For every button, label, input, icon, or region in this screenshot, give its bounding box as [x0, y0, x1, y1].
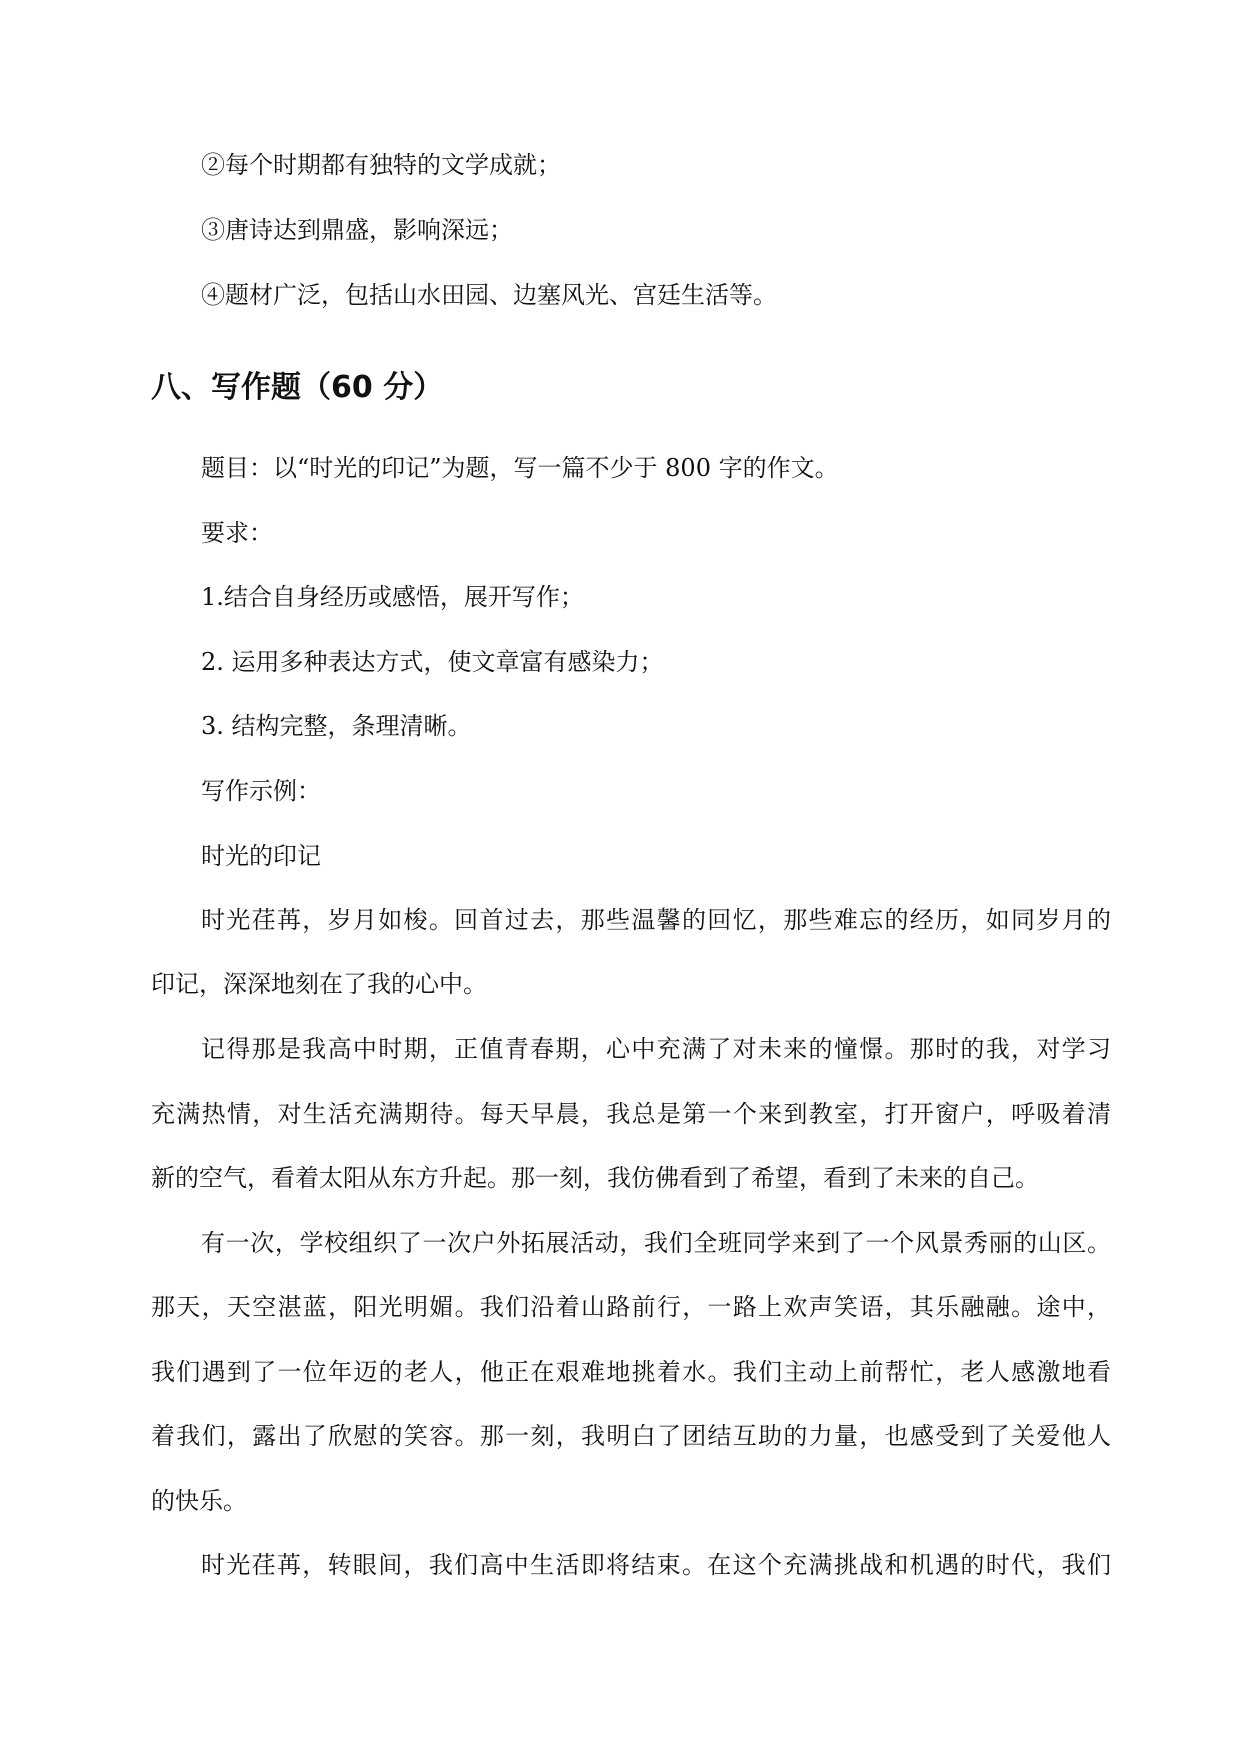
list-item: ③唐诗达到鼎盛，影响深远；	[201, 216, 513, 244]
essay-line: 记得那是我高中时期，正值青春期，心中充满了对未来的憧憬。那时的我，对学习	[201, 1035, 1111, 1063]
example-label: 写作示例：	[201, 777, 321, 805]
requirement-item: 3. 结构完整，条理清晰。	[201, 712, 472, 740]
list-item: ②每个时期都有独特的文学成就；	[201, 151, 561, 179]
essay-title: 时光的印记	[201, 842, 321, 870]
requirement-item: 1.结合自身经历或感悟，展开写作；	[201, 583, 584, 611]
essay-line: 印记，深深地刻在了我的心中。	[151, 970, 487, 998]
section-heading: 八、写作题（60 分）	[151, 370, 444, 405]
essay-line: 时光荏苒，转眼间，我们高中生活即将结束。在这个充满挑战和机遇的时代，我们	[201, 1551, 1111, 1579]
essay-line: 那天，天空湛蓝，阳光明媚。我们沿着山路前行，一路上欢声笑语，其乐融融。途中，	[151, 1293, 1111, 1321]
requirement-item: 2. 运用多种表达方式，使文章富有感染力；	[201, 648, 664, 676]
essay-line: 的快乐。	[151, 1487, 247, 1515]
essay-line: 我们遇到了一位年迈的老人，他正在艰难地挑着水。我们主动上前帮忙，老人感激地看	[151, 1358, 1111, 1386]
requirements-label: 要求：	[201, 519, 273, 547]
essay-line: 新的空气，看着太阳从东方升起。那一刻，我仿佛看到了希望，看到了未来的自己。	[151, 1164, 1039, 1192]
essay-prompt: 题目：以“时光的印记”为题，写一篇不少于 800 字的作文。	[201, 454, 839, 482]
list-item: ④题材广泛，包括山水田园、边塞风光、宫廷生活等。	[201, 281, 777, 309]
essay-line: 充满热情，对生活充满期待。每天早晨，我总是第一个来到教室，打开窗户，呼吸着清	[151, 1100, 1111, 1128]
essay-line: 有一次，学校组织了一次户外拓展活动，我们全班同学来到了一个风景秀丽的山区。	[201, 1229, 1111, 1257]
essay-line: 着我们，露出了欣慰的笑容。那一刻，我明白了团结互助的力量，也感受到了关爱他人	[151, 1422, 1111, 1450]
essay-line: 时光荏苒，岁月如梭。回首过去，那些温馨的回忆，那些难忘的经历，如同岁月的	[201, 906, 1111, 934]
